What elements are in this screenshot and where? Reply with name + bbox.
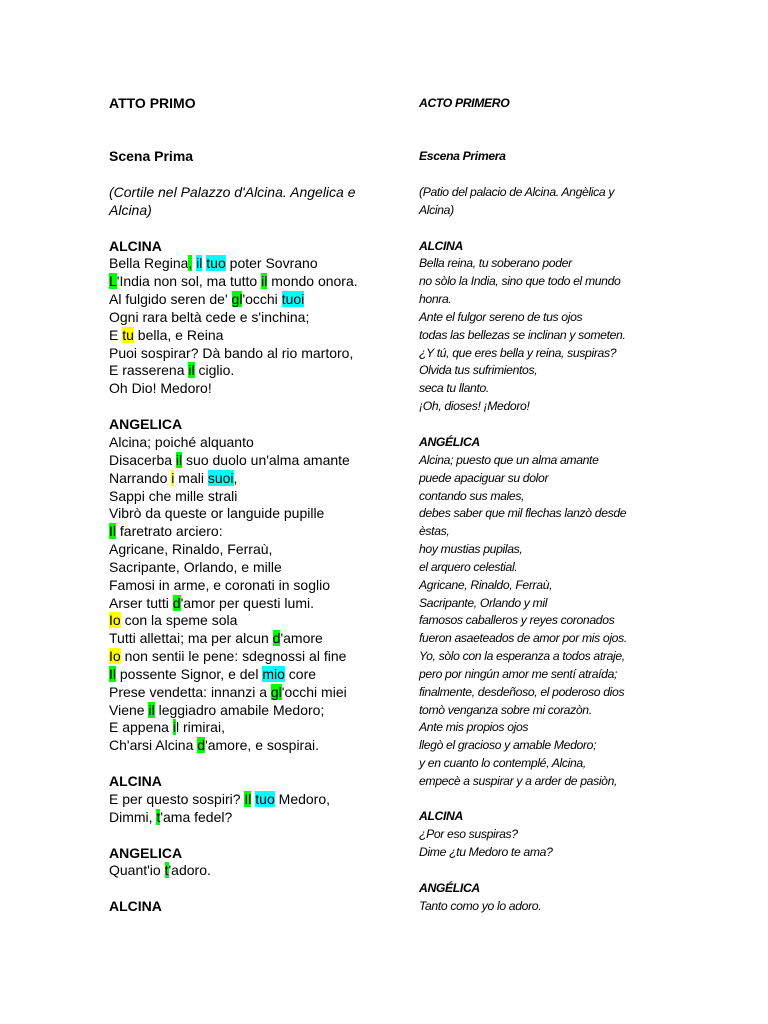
spanish-text-line: llegò el gracioso y amable Medoro; xyxy=(419,738,597,752)
italian-text-line: Io con la speme sola xyxy=(109,612,238,628)
highlighted-word: d xyxy=(197,737,206,753)
italian-text-line: Dimmi, t'ama fedel? xyxy=(109,809,233,825)
spanish-text-line: debes saber que mil flechas lanzò desde xyxy=(419,506,627,520)
spanish-heading: ALCINA xyxy=(419,239,463,253)
italian-heading: ALCINA xyxy=(109,238,162,254)
italian-text-line: Ogni rara beltà cede e s'inchina; xyxy=(109,309,310,325)
highlighted-word: Il xyxy=(244,791,252,807)
highlighted-word: , xyxy=(188,255,193,271)
italian-text-line: Vibrò da queste or languide pupille xyxy=(109,505,325,521)
italian-text-line: Ch'arsi Alcina d'amore, e sospirai. xyxy=(109,737,320,753)
spanish-text-line: empecè a suspirar y a arder de pasiòn, xyxy=(419,774,618,788)
spanish-text-line: fueron asaeteados de amor por mis ojos. xyxy=(419,631,627,645)
spanish-heading: ANGÉLICA xyxy=(419,881,480,895)
italian-heading: ATTO PRIMO xyxy=(109,95,196,111)
highlighted-word: il xyxy=(148,702,155,718)
spanish-text-line: Agricane, Rinaldo, Ferraù, xyxy=(419,578,553,592)
italian-text-line: L'India non sol, ma tutto il mondo onora. xyxy=(109,273,358,289)
spanish-text-line: ¿Por eso suspiras? xyxy=(419,827,518,841)
highlighted-word: tuo xyxy=(206,255,226,271)
highlighted-word: Io xyxy=(109,612,121,628)
spanish-text-line: Dime ¿tu Medoro te ama? xyxy=(419,845,553,859)
spanish-text-line: ¡Oh, dioses! ¡Medoro! xyxy=(419,399,530,413)
italian-heading: ALCINA xyxy=(109,898,162,914)
italian-text-line: Sacripante, Orlando, e mille xyxy=(109,559,282,575)
spanish-text-line: Ante mis propios ojos xyxy=(419,720,529,734)
italian-text-line: Il faretrato arciero: xyxy=(109,523,223,539)
highlighted-word: d xyxy=(172,595,181,611)
italian-text-line: Agricane, Rinaldo, Ferraù, xyxy=(109,541,273,557)
italian-text-line: Prese vendetta: innanzi a gl'occhi miei xyxy=(109,684,347,700)
italian-text-line: Alcina) xyxy=(109,202,152,218)
spanish-heading: Escena Primera xyxy=(419,149,506,163)
spanish-text-line: contando sus males, xyxy=(419,489,525,503)
italian-text-line: Sappi che mille strali xyxy=(109,488,238,504)
spanish-text-line: el arquero celestial. xyxy=(419,560,518,574)
highlighted-word: d xyxy=(272,630,281,646)
highlighted-word: L xyxy=(109,273,117,289)
italian-text-line: Quant'io t'adoro. xyxy=(109,862,211,878)
italian-text-line: E rasserena il ciglio. xyxy=(109,362,235,378)
spanish-text-line: puede apaciguar su dolor xyxy=(419,471,549,485)
italian-text-line: Alcina; poiché alquanto xyxy=(109,434,254,450)
spanish-text-line: Bella reina, tu soberano poder xyxy=(419,256,572,270)
highlighted-word: i xyxy=(171,470,175,486)
italian-text-line: E tu bella, e Reina xyxy=(109,327,224,343)
spanish-text-line: todas las bellezas se inclinan y someten. xyxy=(419,328,626,342)
highlighted-word: suoi xyxy=(207,470,234,486)
spanish-text-line: y en cuanto lo contemplé, Alcina, xyxy=(419,756,586,770)
spanish-text-line: Sacripante, Orlando y mil xyxy=(419,596,548,610)
italian-text-line: Bella Regina, il tuo poter Sovrano xyxy=(109,255,318,271)
spanish-text-line: tomò venganza sobre mi corazòn. xyxy=(419,703,592,717)
spanish-text-line: (Patio del palacio de Alcina. Angèlica y xyxy=(419,185,615,199)
highlighted-word: il xyxy=(196,255,203,271)
spanish-text-line: Tanto como yo lo adoro. xyxy=(419,899,542,913)
spanish-text-line: Alcina) xyxy=(419,203,454,217)
italian-text-line: Viene il leggiadro amabile Medoro; xyxy=(109,702,325,718)
spanish-text-line: ¿Y tú, que eres bella y reina, suspiras? xyxy=(419,346,617,360)
highlighted-word: mio xyxy=(262,666,285,682)
highlighted-word: tu xyxy=(122,327,134,343)
spanish-text-line: èstas, xyxy=(419,524,450,538)
spanish-text-line: no sòlo la India, sino que todo el mundo xyxy=(419,274,621,288)
italian-text-line: Il possente Signor, e del mio core xyxy=(109,666,317,682)
italian-text-line: Disacerba il suo duolo un'alma amante xyxy=(109,452,350,468)
spanish-text-line: pero por ningún amor me sentí atraída; xyxy=(419,667,618,681)
spanish-text-line: hoy mustias pupilas, xyxy=(419,542,523,556)
highlighted-word: gl xyxy=(231,291,243,307)
italian-text-line: (Cortile nel Palazzo d'Alcina. Angelica e xyxy=(109,184,356,200)
highlighted-word: Il xyxy=(109,666,116,682)
spanish-heading: ALCINA xyxy=(419,809,463,823)
italian-text-line: Al fulgido seren de' gl'occhi tuoi xyxy=(109,291,305,307)
italian-heading: ANGELICA xyxy=(109,845,183,861)
italian-text-line: Famosi in arme, e coronati in soglio xyxy=(109,577,330,593)
spanish-text-line: seca tu llanto. xyxy=(419,381,489,395)
highlighted-word: t xyxy=(164,862,169,878)
italian-heading: Scena Prima xyxy=(109,148,194,164)
spanish-text-line: Ante el fulgor sereno de tus ojos xyxy=(419,310,583,324)
italian-text-line: Tutti allettai; ma per alcun d'amore xyxy=(109,630,323,646)
italian-text-line: Arser tutti d'amor per questi lumi. xyxy=(109,595,314,611)
italian-text-line: E per questo sospiri? Il tuo Medoro, xyxy=(109,791,331,807)
highlighted-word: tuo xyxy=(255,791,275,807)
highlighted-word: il xyxy=(188,362,195,378)
italian-text-line: E appena il rimirai, xyxy=(109,719,225,735)
spanish-heading: ACTO PRIMERO xyxy=(419,96,510,110)
spanish-text-line: Yo, sòlo con la esperanza a todos atraje, xyxy=(419,649,625,663)
highlighted-word: il xyxy=(175,452,183,468)
highlighted-word: gl xyxy=(270,684,282,700)
spanish-text-line: honra. xyxy=(419,292,452,306)
highlighted-word: il xyxy=(261,273,268,289)
spanish-text-line: famosos caballeros y reyes coronados xyxy=(419,613,615,627)
spanish-text-line: finalmente, desdeñoso, el poderoso dios xyxy=(419,685,625,699)
highlighted-word: Il xyxy=(109,523,116,539)
highlighted-word: i xyxy=(172,719,176,735)
highlighted-word: tuoi xyxy=(281,291,305,307)
italian-text-line: Oh Dio! Medoro! xyxy=(109,380,212,396)
spanish-text-line: Olvida tus sufrimientos, xyxy=(419,363,538,377)
italian-heading: ALCINA xyxy=(109,773,162,789)
italian-heading: ANGELICA xyxy=(109,416,183,432)
highlighted-word: Io xyxy=(109,648,121,664)
italian-text-line: Io non sentii le pene: sdegnossi al fine xyxy=(109,648,347,664)
spanish-heading: ANGÉLICA xyxy=(419,435,480,449)
italian-text-line: Narrando i mali suoi, xyxy=(109,470,238,486)
spanish-text-line: Alcina; puesto que un alma amante xyxy=(419,453,599,467)
highlighted-word: t xyxy=(156,809,161,825)
italian-text-line: Puoi sospirar? Dà bando al rio martoro, xyxy=(109,345,354,361)
